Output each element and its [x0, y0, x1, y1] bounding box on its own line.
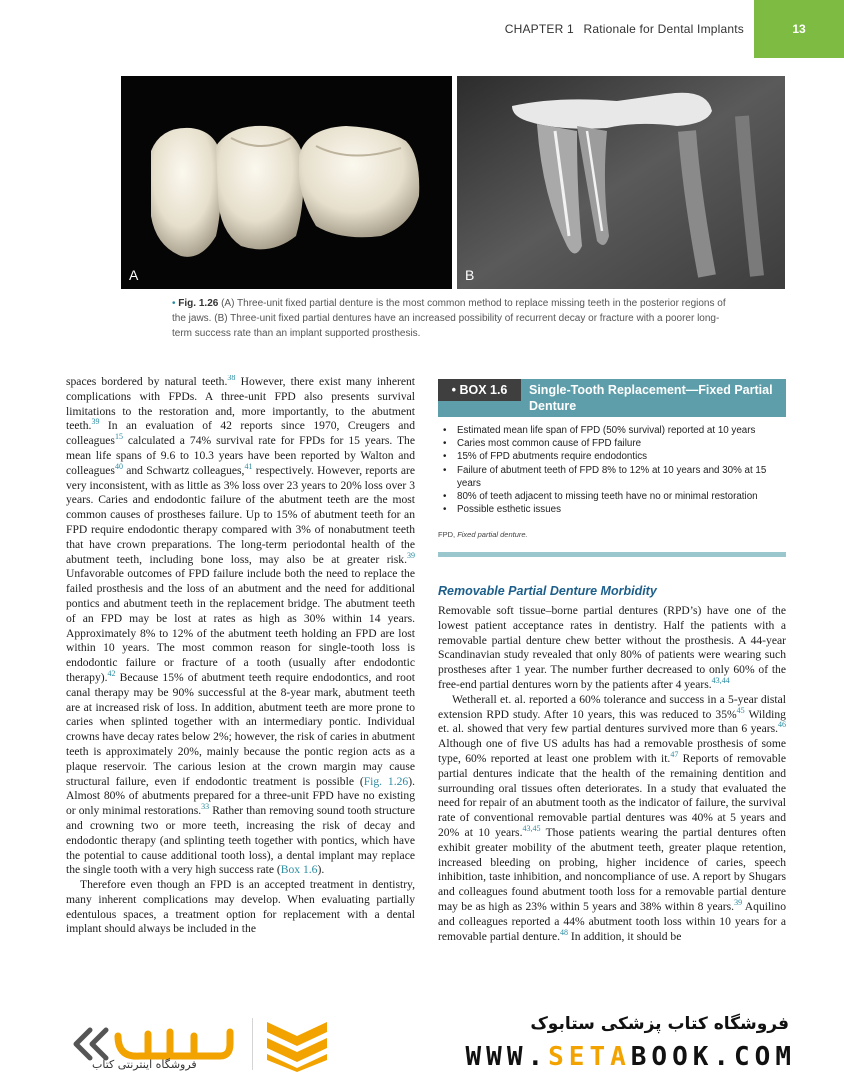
paragraph-text: Those patients wearing the partial dentures often exhibit greater mobility of the abutment teeth, greater plaque retention, increased bleeding on probing, higher incidence of caries, speech inhibition, taste inhibition, and noncompliance of use. A report by Shugars and colleagues found abutment tooth loss for a removable partial denture may be as high as 23% within 5 years and 38% within 8 years.: [438, 825, 786, 913]
paragraph-text: Because 15% of abutment teeth require endodontics, and root canal therapy may be 90% successful at the 8-year mark, abutment teeth are at increased risk of loss. In addition, abutment teeth are more prone to caries when splinted together with an intermediary pontic. Individual crowns have decay rates below 2%; however, the risk of caries in abutment teeth is approximately 20%, mainly because the pontic region acts as a plaque reservoir. The carious lesion at the crown margin may cause structural failure, even if endodontic treatment is possible (: [66, 670, 415, 788]
citation-ref: 43,44: [711, 676, 730, 686]
cross-reference-link[interactable]: Fig. 1.26: [363, 774, 409, 788]
list-item: • Estimated mean life span of FPD (50% survival) reported at 10 years: [443, 424, 783, 437]
paragraph-text: ).: [317, 863, 325, 877]
citation-ref: 38: [227, 375, 236, 383]
section-subheading: Removable Partial Denture Morbidity: [438, 584, 657, 598]
caption-bullet-icon: •: [172, 298, 176, 309]
citation-ref: 43,45: [522, 824, 541, 834]
paragraph: Therefore even though an FPD is an accepted treatment in dentistry, many inherent complications may develop. When evaluating partially edentulous spaces, a treatment option for replacement with a dental implant should always be included in the: [66, 878, 415, 936]
list-item: • Failure of abutment teeth of FPD 8% to 12% at 10 years and 30% at 15 years: [443, 464, 783, 490]
list-item: • Caries most common cause of FPD failure: [443, 437, 783, 450]
running-head: [505, 22, 744, 36]
left-column: [66, 375, 415, 993]
citation-ref: 15: [114, 432, 123, 442]
citation-ref: 33: [201, 802, 210, 812]
paragraph-text: respectively. However, reports are very inconsistent, with as little as 3% loss over 23 years to 20% loss over 3 years. Caries and endodontic failure of the abutment teeth are the most common causes of prostheses failure. Up to 15% of abutment teeth for an FPD require endodontic therapy compared with 3% of nonabutment teeth that have crown preparations. The long-term periodontal health of the abutment teeth, including bone loss, may also be at greater risk.: [66, 463, 415, 566]
citation-ref: 47: [670, 750, 679, 760]
box-footnote-abbr: FPD,: [438, 530, 456, 539]
citation-ref: 39: [407, 550, 415, 560]
list-item: • Possible esthetic issues: [443, 503, 783, 516]
paragraph-text: Removable soft tissue–borne partial dentures (RPD’s) have one of the lowest patient acceptance rates in dentistry. Half the patients with a removable partial denture chew better without the prosthesis. A 44-year Scandinavian study revealed that only 80% of patients were wearing such prostheses after 1 year. The number further decreased to only 60% of the free-end partial dentures worn by the patients after 4 years.: [438, 604, 786, 691]
page-header: [0, 0, 844, 58]
figure-caption: [172, 296, 732, 341]
box-list: [443, 424, 783, 516]
paragraph-text: Wetherall et. al. reported a 60% tolerance and success in a 5-year distal extension RPD study. After 10 years, this was reduced to 35%: [438, 692, 786, 721]
fpd-crowns-image: [121, 76, 452, 289]
page-number: 13: [754, 0, 844, 58]
banner-divider: [252, 1018, 253, 1070]
figure-caption-text: (A) Three-unit fixed partial denture is the most common method to replace missing teeth in the posterior regions of the jaws. (B) Three-unit fixed partial dentures have an increased possibility of recurrent decay or fracture with a poorer long-term success rate than an implant supported prosthesis.: [172, 298, 726, 339]
paragraph-text: Aquilino and colleagues reported a 44% abutment tooth loss within 10 years for a removable partial denture.: [438, 899, 786, 943]
paragraph-text: However, there exist many inherent complications with FPDs. A three-unit FPD also presents survival limitations to the restoration and, more importantly, to the abutment teeth.: [66, 375, 415, 433]
figure-label: Fig. 1.26: [178, 298, 219, 309]
citation-ref: 46: [778, 720, 786, 730]
citation-ref: 41: [244, 461, 253, 471]
store-name: فروشگاه کتاب پزشکی ستابوک: [530, 1014, 789, 1034]
box-divider: [438, 552, 786, 557]
figure-photo-b: [457, 76, 785, 289]
paragraph-text: Rather than removing sound tooth structure and crowning two or more teeth, increasing the risk of decay and endodontic therapy (and splinting teeth together with pontics, which have the potential to cause additional tooth loss), a dental implant may replace the single tooth with a very high success rate (: [66, 804, 415, 877]
paragraph-text: spaces bordered by natural teeth.: [66, 375, 228, 388]
citation-ref: 40: [114, 461, 123, 471]
box-tag: • BOX 1.6: [438, 379, 521, 401]
box-header: [438, 379, 786, 417]
paragraph: [66, 375, 415, 878]
url-highlight: SETA: [548, 1042, 631, 1072]
right-column: [438, 604, 786, 994]
box-title: Single-Tooth Replacement—Fixed Partial Denture: [529, 383, 773, 413]
citation-ref: 42: [107, 669, 116, 679]
paragraph-text: Unfavorable outcomes of FPD failure include both the need to replace the failed prosthesis and the loss of an abutment and the need for additional pontics and abutment teeth in the replacement bridge. The abutment teeth of an FPD may be lost at rates as high as 30% within 14 years. Approximately 8% to 12% of the abutment teeth holding an FPD are lost within 10 years. The most common reason for single-tooth loss is endodontic failure or fracture of a tooth (usually after endodontic therapy).: [66, 567, 415, 684]
paragraph: [438, 693, 786, 945]
paragraph-text: In addition, it should be: [568, 929, 682, 943]
url-suffix: BOOK.COM: [630, 1042, 796, 1072]
cross-reference-link[interactable]: Box 1.6: [280, 863, 318, 877]
chevron-logo-icon: [262, 1014, 332, 1074]
list-item: • 80% of teeth adjacent to missing teeth have no or minimal restoration: [443, 490, 783, 503]
box-footnote-text: Fixed partial denture.: [457, 530, 528, 539]
box-footnote: [438, 530, 528, 539]
chapter-title: Rationale for Dental Implants: [583, 22, 744, 36]
citation-ref: 45: [736, 705, 745, 715]
list-item: • 15% of FPD abutments require endodontics: [443, 450, 783, 463]
paragraph-text: Reports of removable partial dentures indicate that the health of the remaining dentition and surrounding oral tissues often deteriorates. In a study that evaluated the need for repair of an abutment tooth as the indicator of failure, the survival rate of conventional removable partial dentures was 40% at 5 years and 20% at 10 years.: [438, 751, 786, 839]
panel-b-label: B: [465, 267, 475, 283]
logo-subtitle: فروشگاه اینترنتی کتاب: [92, 1058, 197, 1071]
paragraph-text: In an evaluation of 42 reports since 1970, Creugers and colleagues: [66, 419, 415, 448]
panel-a-label: A: [129, 267, 139, 283]
paragraph-text: Although one of five US adults has had a removable prosthesis of some type, 60% reported at least one problem with it.: [438, 737, 786, 765]
url-prefix: WWW.: [465, 1042, 549, 1072]
store-url-link[interactable]: [466, 1042, 796, 1072]
paragraph-text: and Schwartz colleagues,: [122, 463, 245, 477]
radiograph-image: [457, 76, 785, 289]
citation-ref: 39: [734, 898, 743, 908]
figure-photo-a: [121, 76, 452, 289]
paragraph-text: calculated a 74% survival rate for FPDs for 15 years. The mean life spans of 9.6 to 10.3 years have been reported by Walton and colleagues: [66, 434, 415, 477]
citation-ref: 39: [91, 417, 100, 427]
chapter-number: CHAPTER 1: [504, 22, 574, 36]
citation-ref: 48: [560, 927, 569, 937]
paragraph-text: ). Almost 80% of abutments prepared for a three-unit FPD have no existing or only minimal restorations.: [66, 774, 415, 818]
paragraph: [438, 604, 786, 693]
paragraph-text: Wilding et. al. showed that very few partial dentures survived more than 6 years.: [438, 707, 786, 736]
